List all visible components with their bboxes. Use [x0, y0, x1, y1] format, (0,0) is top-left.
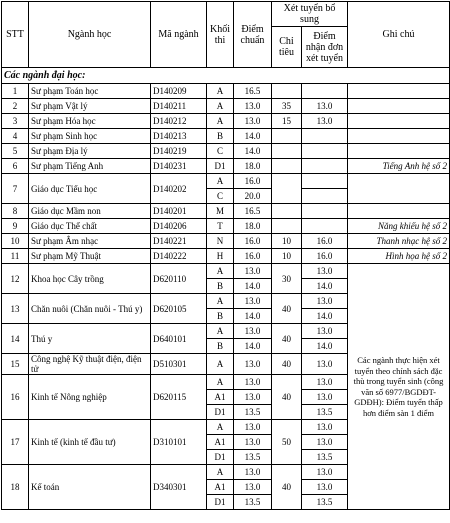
row-major-code: D140201: [151, 204, 207, 219]
row-major-code: D140219: [151, 144, 207, 159]
row-major-code: D620110: [151, 264, 207, 294]
row-major-name: Sư phạm Toán học: [29, 84, 151, 99]
row-stt: 14: [2, 324, 29, 354]
row-note: [348, 114, 450, 129]
row-cutoff-score: 13.0: [234, 99, 272, 114]
row-exam-block: H: [207, 249, 234, 264]
row-major-code: D310101: [151, 420, 207, 465]
row-quota: 50: [272, 420, 302, 465]
row-application-score: 13.0: [302, 375, 348, 390]
row-cutoff-score: 16.0: [234, 174, 272, 189]
row-cutoff-score: 13.0: [234, 465, 272, 480]
row-stt: 1: [2, 84, 29, 99]
row-note: [348, 129, 450, 144]
row-note: [348, 84, 450, 99]
row-application-score: 14.0: [302, 279, 348, 294]
table-row: [2, 99, 450, 114]
row-quota: 40: [272, 324, 302, 354]
row-stt: 4: [2, 129, 29, 144]
row-quota: [272, 84, 302, 99]
row-note: [348, 144, 450, 159]
row-exam-block: N: [207, 234, 234, 249]
row-major-name: Kinh tế Nông nghiệp: [29, 375, 151, 420]
row-major-code: D140211: [151, 99, 207, 114]
row-quota: [272, 219, 302, 234]
row-cutoff-score: 13.0: [234, 390, 272, 405]
row-application-score: [302, 174, 348, 189]
table-row: [2, 159, 450, 174]
row-stt: 7: [2, 174, 29, 204]
row-exam-block: A: [207, 420, 234, 435]
row-note: [348, 99, 450, 114]
row-application-score: 13.0: [302, 420, 348, 435]
row-major-name: Thú y: [29, 324, 151, 354]
row-major-code: D140221: [151, 234, 207, 249]
row-quota: [272, 129, 302, 144]
row-application-score: 13.0: [302, 114, 348, 129]
table-row: [2, 264, 450, 279]
row-application-score: [302, 129, 348, 144]
header-quota: Chỉ tiêu: [272, 27, 302, 68]
row-application-score: [302, 204, 348, 219]
row-application-score: 13.0: [302, 480, 348, 495]
row-cutoff-score: 16.5: [234, 204, 272, 219]
row-application-score: 13.0: [302, 354, 348, 375]
row-major-name: Giáo dục Thể chất: [29, 219, 151, 234]
row-major-name: Sư phạm Mỹ Thuật: [29, 249, 151, 264]
row-exam-block: A: [207, 324, 234, 339]
row-cutoff-score: 13.5: [234, 405, 272, 420]
header-major-code: Mã ngành: [151, 2, 207, 68]
row-exam-block: B: [207, 129, 234, 144]
row-exam-block: B: [207, 279, 234, 294]
row-cutoff-score: 18.0: [234, 159, 272, 174]
header-stt: STT: [2, 2, 29, 68]
row-note: Thanh nhạc hệ số 2: [348, 234, 450, 249]
row-major-name: Sư phạm Địa lý: [29, 144, 151, 159]
row-note: Năng khiếu hệ số 2: [348, 219, 450, 234]
row-major-name: Công nghệ Kỹ thuật điện, điện tử: [29, 354, 151, 375]
row-note: Hình họa hệ số 2: [348, 249, 450, 264]
row-quota: [272, 144, 302, 159]
row-major-code: D510301: [151, 354, 207, 375]
header-supplementary: Xét tuyển bổ sung: [272, 2, 348, 27]
row-application-score: [302, 219, 348, 234]
row-exam-block: D1: [207, 450, 234, 465]
row-cutoff-score: 16.0: [234, 234, 272, 249]
row-application-score: 13.5: [302, 495, 348, 510]
row-quota: 40: [272, 375, 302, 420]
row-major-name: Sư phạm Vật lý: [29, 99, 151, 114]
row-quota: 10: [272, 234, 302, 249]
row-application-score: 14.0: [302, 309, 348, 324]
row-note: Tiếng Anh hệ số 2: [348, 159, 450, 174]
row-cutoff-score: 14.0: [234, 309, 272, 324]
header-exam-block: Khối thi: [207, 2, 234, 68]
row-application-score: 13.5: [302, 405, 348, 420]
row-application-score: [302, 189, 348, 204]
row-major-code: D140209: [151, 84, 207, 99]
row-exam-block: C: [207, 144, 234, 159]
row-major-code: D640101: [151, 324, 207, 354]
row-exam-block: D1: [207, 405, 234, 420]
row-stt: 6: [2, 159, 29, 174]
row-application-score: [302, 159, 348, 174]
row-major-code: D140222: [151, 249, 207, 264]
row-exam-block: C: [207, 189, 234, 204]
row-major-name: Sư phạm Âm nhạc: [29, 234, 151, 249]
row-quota: [272, 159, 302, 174]
row-cutoff-score: 16.5: [234, 84, 272, 99]
row-cutoff-score: 14.0: [234, 279, 272, 294]
row-major-name: Kế toán: [29, 465, 151, 510]
table-row: [2, 204, 450, 219]
row-stt: 15: [2, 354, 29, 375]
row-major-name: Giáo dục Tiểu học: [29, 174, 151, 204]
row-note: [348, 174, 450, 204]
row-stt: 12: [2, 264, 29, 294]
row-major-name: Sư phạm Tiếng Anh: [29, 159, 151, 174]
table-row: [2, 234, 450, 249]
row-application-score: 16.0: [302, 249, 348, 264]
row-exam-block: A: [207, 84, 234, 99]
row-exam-block: M: [207, 204, 234, 219]
row-cutoff-score: 13.5: [234, 495, 272, 510]
row-cutoff-score: 13.0: [234, 114, 272, 129]
row-major-code: D620115: [151, 375, 207, 420]
row-cutoff-score: 13.5: [234, 450, 272, 465]
row-application-score: 16.0: [302, 234, 348, 249]
row-exam-block: A: [207, 354, 234, 375]
row-exam-block: A1: [207, 480, 234, 495]
row-cutoff-score: 13.0: [234, 420, 272, 435]
row-application-score: 13.0: [302, 264, 348, 279]
table-row: [2, 219, 450, 234]
table-body: [2, 68, 450, 510]
row-major-name: Sư phạm Hóa học: [29, 114, 151, 129]
row-application-score: 13.0: [302, 324, 348, 339]
table-row: [2, 84, 450, 99]
header-major: Ngành học: [29, 2, 151, 68]
row-exam-block: T: [207, 219, 234, 234]
table-row: [2, 114, 450, 129]
header-application-score: Điểm nhận đơn xét tuyển: [302, 27, 348, 68]
row-major-name: Sư phạm Sinh học: [29, 129, 151, 144]
row-exam-block: A: [207, 174, 234, 189]
row-stt: 17: [2, 420, 29, 465]
row-application-score: [302, 84, 348, 99]
row-exam-block: B: [207, 309, 234, 324]
section-heading: Các ngành đại học:: [2, 68, 450, 84]
row-application-score: [302, 144, 348, 159]
row-exam-block: D1: [207, 495, 234, 510]
row-note: [348, 204, 450, 219]
row-application-score: 13.0: [302, 390, 348, 405]
row-exam-block: A1: [207, 435, 234, 450]
merged-note: Các ngành thực hiện xét tuyển theo chính sách đặc thù trong tuyển sinh (công văn số 6977/BGDĐT-GDĐH): Điểm tuyển thấp hơn điểm sàn 1 điểm: [348, 264, 450, 510]
row-exam-block: A: [207, 294, 234, 309]
row-stt: 3: [2, 114, 29, 129]
row-cutoff-score: 20.0: [234, 189, 272, 204]
row-quota: 40: [272, 354, 302, 375]
row-cutoff-score: 13.0: [234, 324, 272, 339]
row-quota: 15: [272, 114, 302, 129]
row-major-code: D140212: [151, 114, 207, 129]
row-cutoff-score: 13.0: [234, 294, 272, 309]
row-exam-block: A: [207, 465, 234, 480]
table-row: [2, 129, 450, 144]
row-cutoff-score: 13.0: [234, 435, 272, 450]
row-cutoff-score: 16.0: [234, 249, 272, 264]
row-quota: [272, 174, 302, 204]
table-row: [2, 174, 450, 189]
table-row: [2, 144, 450, 159]
row-cutoff-score: 13.0: [234, 375, 272, 390]
header-notes: Ghi chú: [348, 2, 450, 68]
row-exam-block: A: [207, 99, 234, 114]
row-major-code: D140206: [151, 219, 207, 234]
row-stt: 16: [2, 375, 29, 420]
row-quota: 30: [272, 264, 302, 294]
row-stt: 11: [2, 249, 29, 264]
row-major-code: D340301: [151, 465, 207, 510]
row-exam-block: D1: [207, 159, 234, 174]
row-quota: 10: [272, 249, 302, 264]
row-stt: 10: [2, 234, 29, 249]
row-application-score: 13.0: [302, 294, 348, 309]
row-exam-block: A: [207, 114, 234, 129]
row-stt: 9: [2, 219, 29, 234]
row-cutoff-score: 13.0: [234, 264, 272, 279]
row-cutoff-score: 14.0: [234, 129, 272, 144]
row-stt: 8: [2, 204, 29, 219]
row-major-code: D140213: [151, 129, 207, 144]
row-application-score: 13.0: [302, 435, 348, 450]
row-application-score: 13.5: [302, 450, 348, 465]
row-cutoff-score: 14.0: [234, 339, 272, 354]
row-stt: 13: [2, 294, 29, 324]
table-row: [2, 249, 450, 264]
row-application-score: 14.0: [302, 339, 348, 354]
row-quota: 40: [272, 465, 302, 510]
row-exam-block: B: [207, 339, 234, 354]
row-stt: 2: [2, 99, 29, 114]
row-cutoff-score: 13.0: [234, 354, 272, 375]
row-major-code: D620105: [151, 294, 207, 324]
row-application-score: 13.0: [302, 465, 348, 480]
row-major-name: Chăn nuôi (Chăn nuôi - Thú y): [29, 294, 151, 324]
row-major-name: Khoa học Cây trồng: [29, 264, 151, 294]
row-cutoff-score: 18.0: [234, 219, 272, 234]
admission-scores-table: [1, 1, 450, 510]
row-major-name: Kinh tế (kinh tế đầu tư): [29, 420, 151, 465]
row-stt: 5: [2, 144, 29, 159]
row-stt: 18: [2, 465, 29, 510]
row-exam-block: A: [207, 264, 234, 279]
row-exam-block: A1: [207, 390, 234, 405]
row-quota: [272, 204, 302, 219]
header-cutoff-score: Điểm chuẩn: [234, 2, 272, 68]
row-quota: 40: [272, 294, 302, 324]
row-major-code: D140231: [151, 159, 207, 174]
row-cutoff-score: 14.0: [234, 144, 272, 159]
row-cutoff-score: 13.0: [234, 480, 272, 495]
row-quota: 35: [272, 99, 302, 114]
row-major-code: D140202: [151, 174, 207, 204]
row-exam-block: A: [207, 375, 234, 390]
row-major-name: Giáo dục Mầm non: [29, 204, 151, 219]
row-application-score: 13.0: [302, 99, 348, 114]
